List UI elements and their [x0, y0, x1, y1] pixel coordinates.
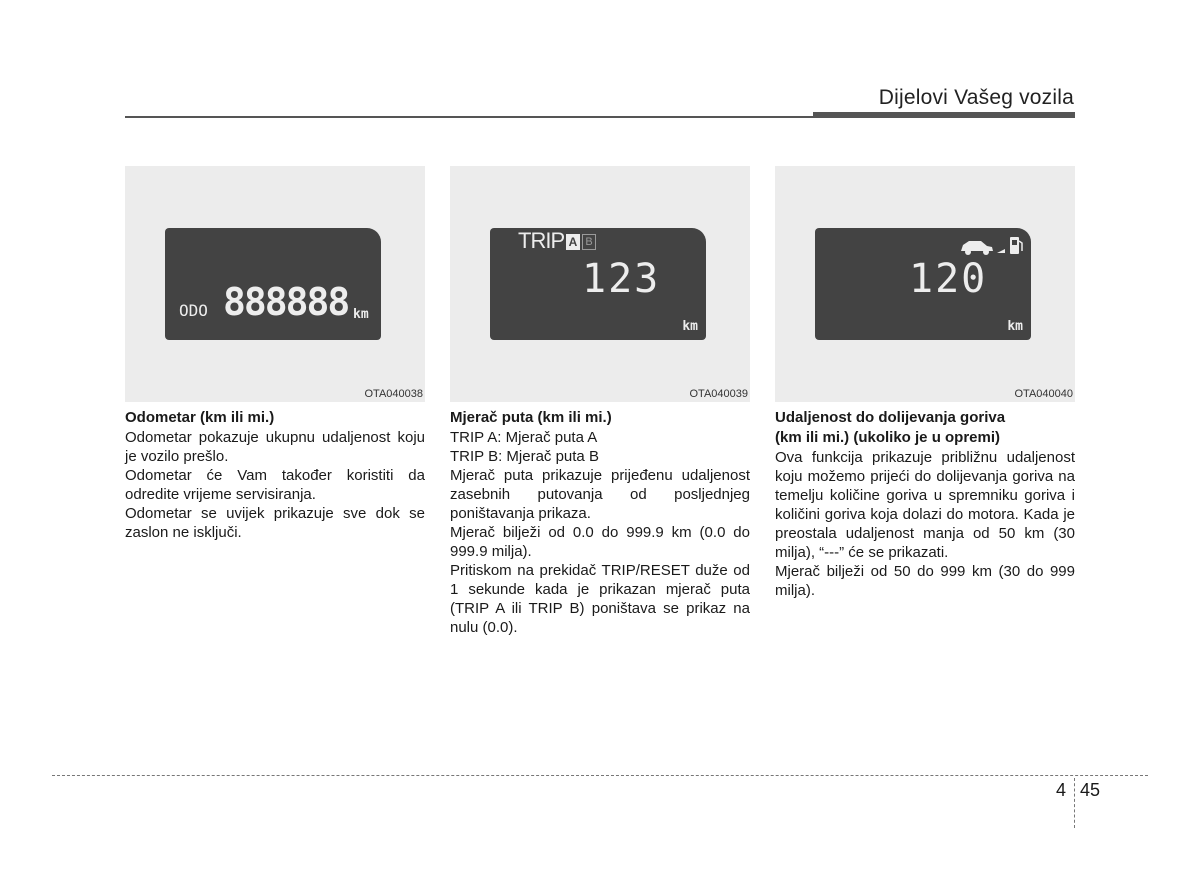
- trip-a-badge: A: [566, 234, 580, 250]
- paragraph: TRIP B: Mjerač puta B: [450, 448, 599, 465]
- footer-rule: [52, 775, 1148, 776]
- trip-lcd: [490, 228, 706, 340]
- odo-label: ODO: [179, 301, 208, 320]
- paragraph: Ova funkcija prikazuje približnu udaljenost koju možemo prijeći do dolijevanja goriva na temelju količine goriva u spremniku goriva i količini goriva koja dolazi do motora. Kada je preostala udaljenost manja od 50 km (30 milja), “---” će se prikazati.: [775, 449, 1075, 561]
- paragraph: Pritiskom na prekidač TRIP/RESET duže od 1 sekunde kada je prikazan mjerač puta (TRIP A ili TRIP B) poništava se prikaz na nulu (0.0).: [450, 562, 750, 636]
- distance-to-empty-column: [775, 166, 1075, 600]
- dte-lcd: [815, 228, 1031, 340]
- odo-unit: km: [353, 307, 369, 322]
- page-number: 45: [1080, 780, 1101, 800]
- paragraph: Mjerač bilježi od 0.0 do 999.9 km (0.0 do 999.9 milja).: [450, 524, 750, 560]
- trip-meter-figure: [450, 166, 750, 402]
- dte-heading-line-2: (km ili mi.) (ukoliko je u opremi): [775, 429, 1001, 446]
- paragraph: Mjerač puta prikazuje prijeđenu udaljenost zasebnih putovanja od posljednjeg poništavanja prikaza.: [450, 467, 750, 522]
- figure-code: OTA040038: [364, 388, 423, 400]
- trip-unit: km: [682, 319, 698, 334]
- trip-meter-column: [450, 166, 750, 637]
- trip-label: TRIP: [518, 228, 565, 253]
- odometer-column: [125, 166, 425, 542]
- trip-value: 123: [582, 256, 661, 302]
- figure-code: OTA040039: [689, 388, 748, 400]
- page-number-divider: [1074, 778, 1075, 828]
- trip-meter-heading: Mjerač puta (km ili mi.): [450, 409, 612, 426]
- section-title: Dijelovi Vašeg vozila: [878, 86, 1074, 109]
- figure-code: OTA040040: [1014, 388, 1073, 400]
- dte-value: 120: [909, 256, 988, 302]
- odo-digits: 888888: [223, 280, 349, 324]
- distance-to-empty-figure: [775, 166, 1075, 402]
- paragraph: Mjerač bilježi od 50 do 999 km (30 do 999 milja).: [775, 563, 1075, 599]
- dte-icons: [959, 234, 1025, 258]
- odometer-lcd: [165, 228, 381, 340]
- arrow-icon: [997, 249, 1005, 253]
- dte-unit: km: [1007, 319, 1023, 334]
- header-bar: [813, 112, 1075, 118]
- header-rule: [125, 116, 813, 118]
- odometer-heading: Odometar (km ili mi.): [125, 409, 275, 426]
- trip-b-badge: B: [582, 234, 596, 250]
- odometer-figure: [125, 166, 425, 402]
- fuel-pump-icon: [1010, 237, 1022, 254]
- paragraph: Odometar će Vam također koristiti da odredite vrijeme servisiranja.: [125, 467, 425, 503]
- paragraph: Odometar pokazuje ukupnu udaljenost koju je vozilo prešlo.: [125, 429, 425, 465]
- paragraph: Odometar se uvijek prikazuje sve dok se zaslon ne isključi.: [125, 505, 425, 541]
- car-icon: [961, 241, 993, 255]
- paragraph: TRIP A: Mjerač puta A: [450, 429, 598, 446]
- section-number: 4: [1056, 780, 1067, 800]
- dte-heading-line-1: Udaljenost do dolijevanja goriva: [775, 409, 1006, 426]
